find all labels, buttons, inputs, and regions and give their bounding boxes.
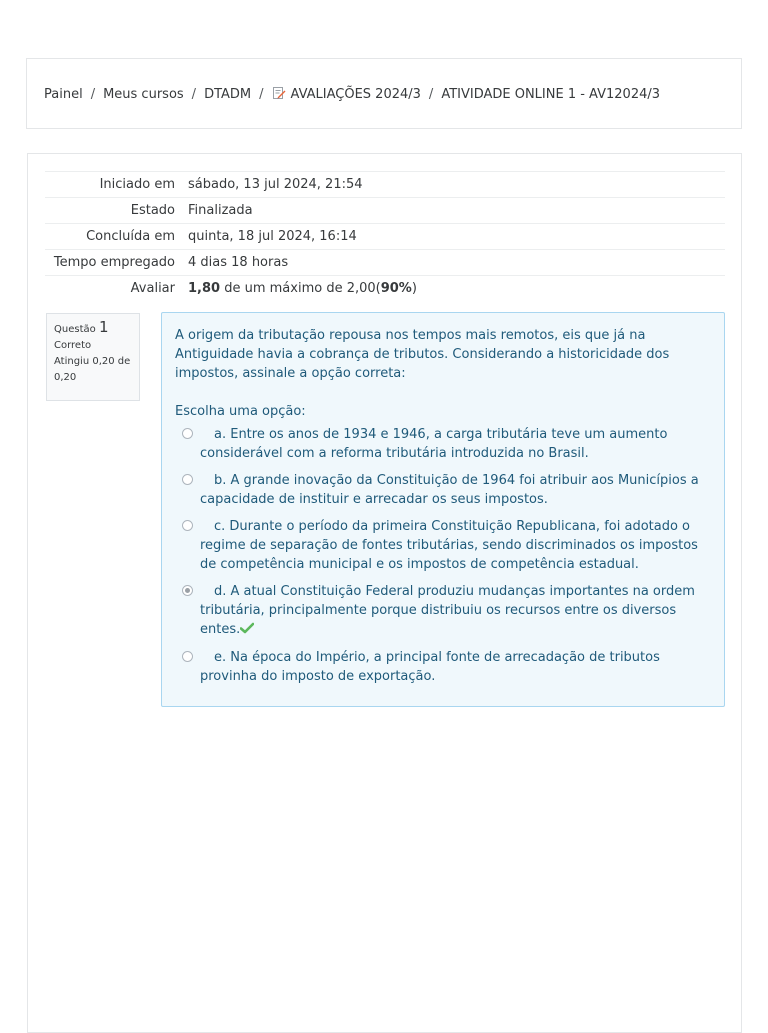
grade-close: ): [411, 281, 417, 296]
grade-value: [188, 276, 725, 302]
started-value: sábado, 13 jul 2024, 21:54: [188, 172, 725, 198]
quiz-icon: [272, 86, 286, 100]
summary-row-time: [45, 250, 725, 276]
breadcrumb-item-meus-cursos[interactable]: Meus cursos: [103, 86, 184, 102]
option-d-radio[interactable]: [182, 585, 193, 596]
breadcrumb-item-section-label: AVALIAÇÕES 2024/3: [290, 87, 421, 102]
option-a-label: a. Entre os anos de 1934 e 1946, a carga tributária teve um aumento considerável com a reforma tributária introduzida no Brasil.: [200, 427, 668, 461]
summary-row-grade: [45, 276, 725, 302]
question-number: [54, 319, 132, 338]
state-value: Finalizada: [188, 198, 725, 224]
state-label: Estado: [45, 198, 188, 224]
breadcrumb-separator: /: [90, 86, 96, 102]
breadcrumb-item-activity[interactable]: ATIVIDADE ONLINE 1 - AV12024/3: [441, 86, 661, 102]
option-c-label: c. Durante o período da primeira Constituição Republicana, foi adotado o regime de separação de fontes tributárias, sendo discriminados os impostos de competência municipal e os impostos de competência estadual.: [200, 519, 698, 572]
summary-row-completed: [45, 224, 725, 250]
attempt-review-card: [27, 153, 742, 1033]
option-b-radio[interactable]: [182, 474, 193, 485]
time-label: Tempo empregado: [45, 250, 188, 276]
completed-value: quinta, 18 jul 2024, 16:14: [188, 224, 725, 250]
time-value: 4 dias 18 horas: [188, 250, 725, 276]
option-b-label: b. A grande inovação da Constituição de 1964 foi atribuir aos Municípios a capacidade de instituir e arrecadar os seus impostos.: [200, 473, 699, 507]
grade-text: de um máximo de 2,00(: [220, 281, 381, 296]
breadcrumb-item-section[interactable]: [272, 86, 421, 102]
option-e-label: e. Na época do Império, a principal fonte de arrecadação de tributos provinha do imposto de exportação.: [200, 650, 660, 684]
breadcrumb-separator: /: [428, 86, 434, 102]
question-marks: Atingiu 0,20 de 0,20: [54, 356, 131, 383]
breadcrumb-separator: /: [259, 86, 264, 102]
question-number-value: 1: [98, 318, 109, 336]
option-a-radio[interactable]: [182, 428, 193, 439]
breadcrumb-card: [26, 58, 742, 129]
summary-row-state: [45, 198, 725, 224]
grade-score: 1,80: [188, 281, 221, 296]
breadcrumb-separator: /: [191, 86, 197, 102]
grade-percent: 90%: [380, 281, 412, 296]
check-icon: [240, 622, 254, 634]
breadcrumb-item-course[interactable]: DTADM: [204, 86, 252, 102]
option-d-label: d. A atual Constituição Federal produziu mudanças importantes na ordem tributária, principalmente porque distribuiu os recursos entre os diversos entes.: [200, 584, 695, 637]
question-status: Correto: [54, 340, 92, 351]
started-label: Iniciado em: [45, 172, 188, 198]
answer-prompt: Escolha uma opção:: [175, 404, 306, 419]
question-text: A origem da tributação repousa nos tempos mais remotos, eis que já na Antiguidade havia a cobrança de tributos. Considerando a historicidade dos impostos, assinale a opção correta:: [175, 328, 670, 381]
question-label: Questão: [54, 324, 96, 335]
option-c-radio[interactable]: [182, 520, 193, 531]
question-info-box: [46, 313, 140, 401]
breadcrumb: [44, 86, 660, 102]
summary-row-started: [45, 172, 725, 198]
question-content-box: [161, 312, 725, 707]
completed-label: Concluída em: [45, 224, 188, 250]
grade-label: Avaliar: [45, 276, 188, 302]
attempt-summary-table: [45, 171, 725, 301]
breadcrumb-item-painel[interactable]: Painel: [44, 86, 83, 102]
option-e-radio[interactable]: [182, 651, 193, 662]
